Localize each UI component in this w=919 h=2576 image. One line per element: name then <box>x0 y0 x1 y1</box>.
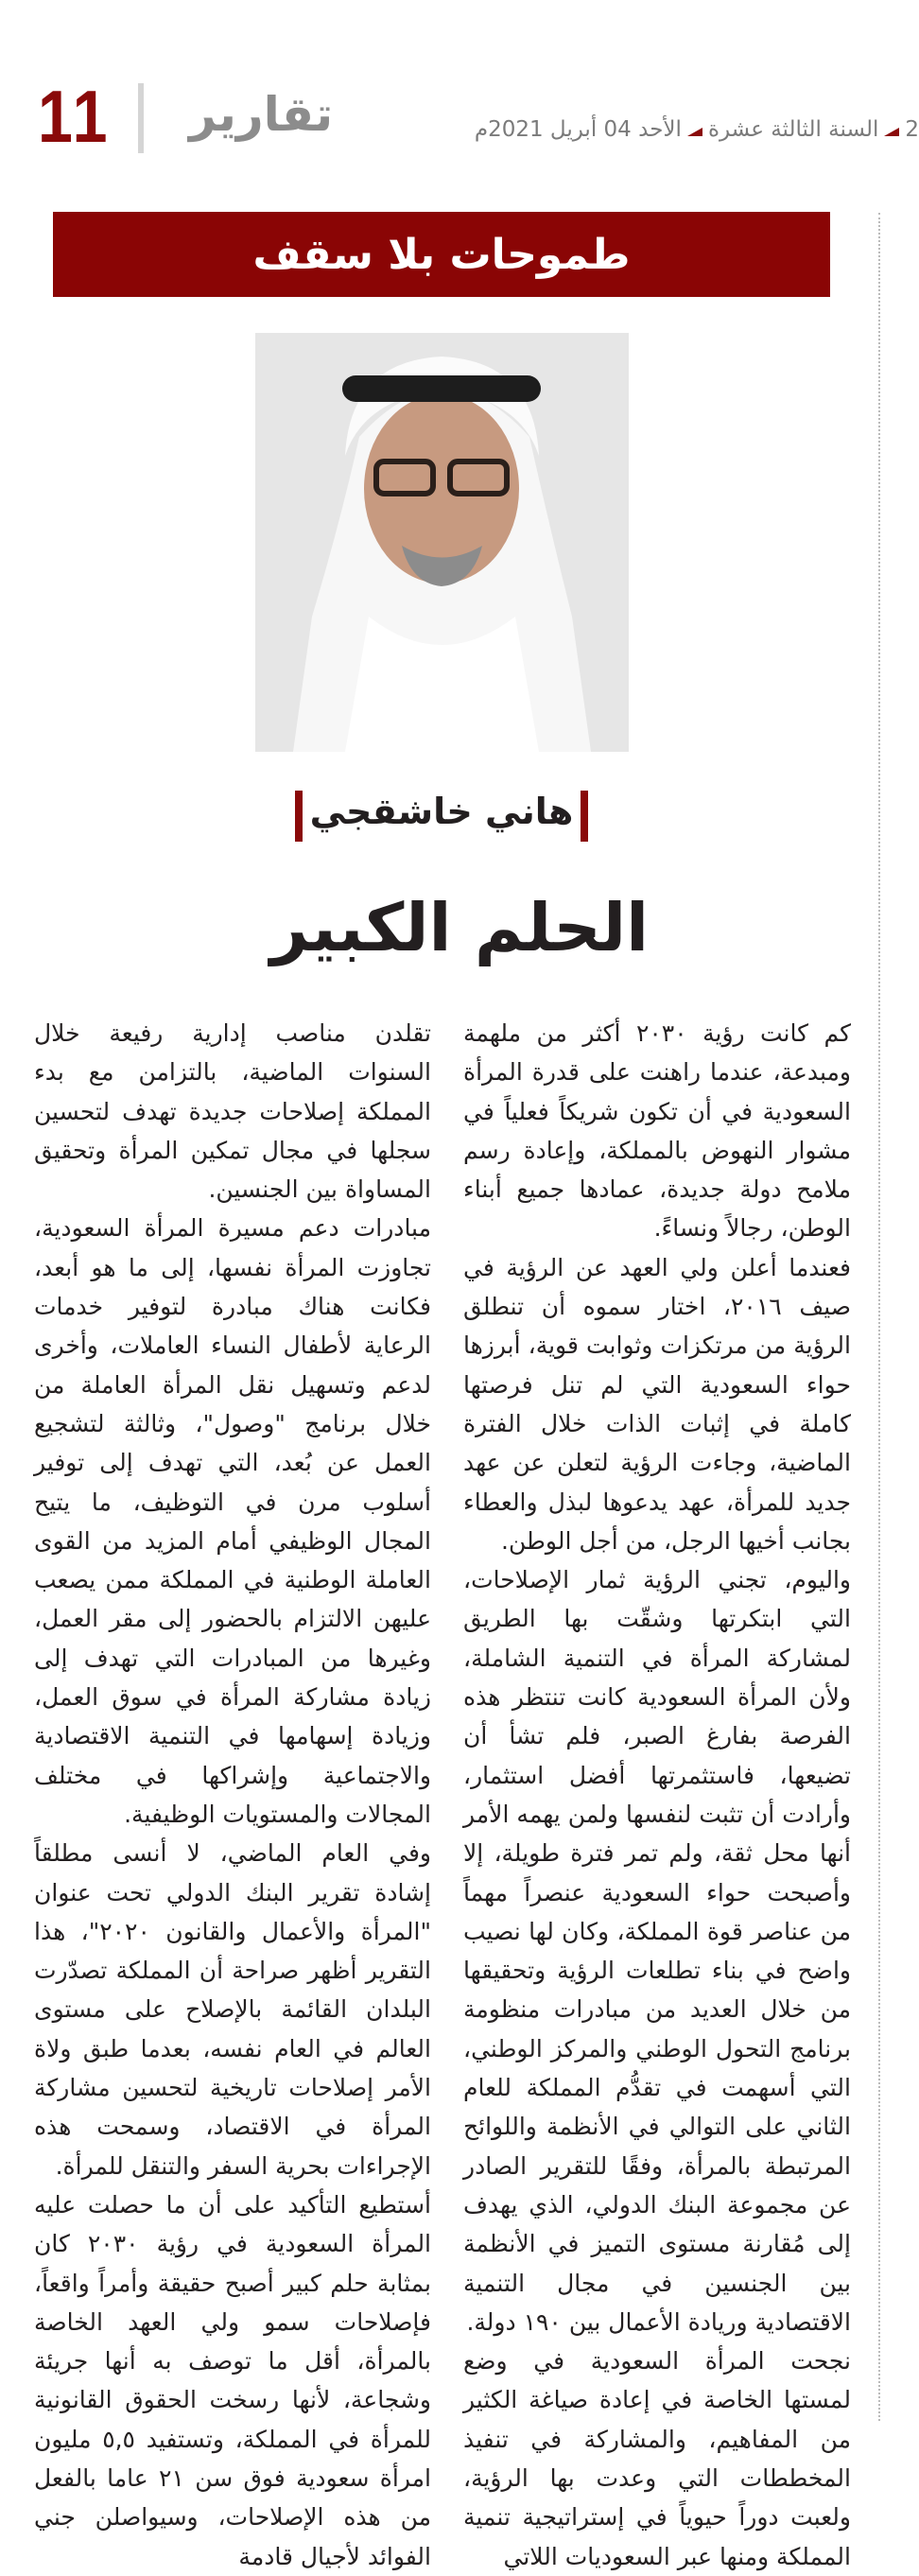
article-headline: الحلم الكبير <box>269 889 650 966</box>
paragraph: نجحت المرأة السعودية في وضع لمستها الخاصة في إعادة صياغة الكثير من المفاهيم، والمشاركة في تنفيذ المخططات التي وعدت بها الرؤية، ولعبت دوراً حيوياً في إستراتيجية تنمية المملكة ومنها عبر السعوديات اللاتي <box>463 2347 851 2570</box>
section-title: تقارير <box>189 87 334 142</box>
paragraph: كم كانت رؤية ٢٠٣٠ أكثر من ملهمة ومبدعة، عندما راهنت على قدرة المرأة السعودية في أن تكون شريكاً فعلياً في مشوار النهوض بالمملكة، وإعادة رسم ملامح دولة جديدة، عمادها جميع أبناء الوطن، رجالاً ونساءً. <box>463 1019 851 1243</box>
triangle-marker-icon <box>884 128 899 136</box>
author-photo <box>255 333 629 752</box>
paragraph: تقلدن مناصب إدارية رفيعة خلال السنوات الماضية، بالتزامن مع بدء المملكة إصلاحات جديدة تهدف لتحسين سجلها في مجال تمكين المرأة وتحقيق المساواة بين الجنسين. <box>34 1019 431 1204</box>
author-byline <box>295 791 588 842</box>
paragraph: مبادرات دعم مسيرة المرأة السعودية، تجاوزت المرأة نفسها، إلى ما هو أبعد، فكانت هناك مبادرة لتوفير خدمات الرعاية لأطفال النساء العاملات، وأخرى لدعم وتسهيل نقل المرأة العاملة من خلال برنامج "وصول"، وثالثة لتشجيع العمل عن بُعد، التي تهدف إلى توفير أسلوب مرن في التوظيف، ما يتيح المجال الوظيفي أمام المزيد من القوى العاملة الوطنية في المملكة ممن يصعب عليهن الالتزام بالحضور إلى مقر العمل، وغيرها من المبادرات التي تهدف إلى زيادة مشاركة المرأة في سوق العمل، وزيادة إسهامها في التنمية الاقتصادية والاجتماعية وإشراكها في مختلف المجالات والمستويات الوظيفية. <box>34 1214 431 1828</box>
column-divider <box>878 213 880 2421</box>
triangle-marker-icon <box>687 128 702 136</box>
year-label: السنة الثالثة عشرة <box>707 117 879 142</box>
issue-date: الأحد 04 أبريل 2021م <box>474 117 682 142</box>
column-banner <box>53 212 830 297</box>
page-number: 11 <box>38 75 111 158</box>
author-name: هاني خاشقجي <box>309 791 574 832</box>
issue-number: 2 <box>905 117 919 142</box>
header-divider <box>138 83 144 153</box>
paragraph: فعندما أعلن ولي العهد عن الرؤية في صيف ٢٠١٦، اختار سموه أن تنطلق الرؤية من مرتكزات وثوابت قوية، أبرزها حواء السعودية التي لم تنل فرصتها كاملة في إثبات الذات خلال الفترة الماضية، وجاءت الرؤية لتعلن عن عهد جديد للمرأة، عهد يدعوها لبذل والعطاء بجانب أخيها الرجل، من أجل الوطن. <box>463 1253 851 1555</box>
article-column-left <box>34 1014 431 2576</box>
paragraph: وفي العام الماضي، لا أنسى مطلقاً إشادة تقرير البنك الدولي تحت عنوان "المرأة والأعمال والقانون ٢٠٢٠"، هذا التقرير أظهر صراحة أن المملكة تصدّرت البلدان القائمة بالإصلاح على مستوى العالم في العام نفسه، بعدما طبق ولاة الأمر إصلاحات تاريخية لتحسين مشاركة المرأة في الاقتصاد، وسمحت هذه الإجراءات بحرية السفر والتنقل للمرأة. <box>34 1839 431 2180</box>
dateline <box>475 117 919 142</box>
paragraph: أستطيع التأكيد على أن ما حصلت عليه المرأة السعودية في رؤية ٢٠٣٠ كان بمثابة حلم كبير أصبح حقيقة وأمراً واقعاً، فإصلاحات سمو ولي العهد الخاصة بالمرأة، أقل ما توصف به أنها جريئة وشجاعة، لأنها رسخت الحقوق القانونية للمرأة في المملكة، وتستفيد ٥,٥ مليون امرأة سعودية فوق سن ٢١ عاما بالفعل من هذه الإصلاحات، وسيواصلن جني الفوائد لأجيال قادمة <box>34 2190 432 2570</box>
banner-title: طموحات بلا سقف <box>252 230 631 279</box>
article-column-right <box>463 1014 851 2576</box>
paragraph: واليوم، تجني الرؤية ثمار الإصلاحات، التي ابتكرتها وشقّت بها الطريق لمشاركة المرأة في التنمية الشاملة، ولأن المرأة السعودية كانت تنتظر هذه الفرصة بفارغ الصبر، فلم تشأ أن تضيعها، فاستثمرتها أفضل استثمار، وأرادت أن تثبت لنفسها ولمن يهمه الأمر أنها محل ثقة، ولم تمر فترة طويلة، إلا وأصبحت حواء السعودية عنصراً مهماً من عناصر قوة المملكة، وكان لها نصيب واضح في بناء تطلعات الرؤية وتحقيقها من خلال العديد من مبادرات منظومة برنامج التحول الوطني والمركز الوطني، التي أسهمت في تقدُّم المملكة للعام الثاني على التوالي في الأنظمة واللوائح المرتبطة بالمرأة، وفقًا للتقرير الصادر عن مجموعة البنك الدولي، الذي يهدف إلى مُقارنة مستوى التميز في الأنظمة بين الجنسين في مجال التنمية الاقتصادية وريادة الأعمال بين ١٩٠ دولة. <box>463 1566 851 2336</box>
byline-bar-right <box>581 791 588 842</box>
author-portrait-image <box>255 333 629 752</box>
